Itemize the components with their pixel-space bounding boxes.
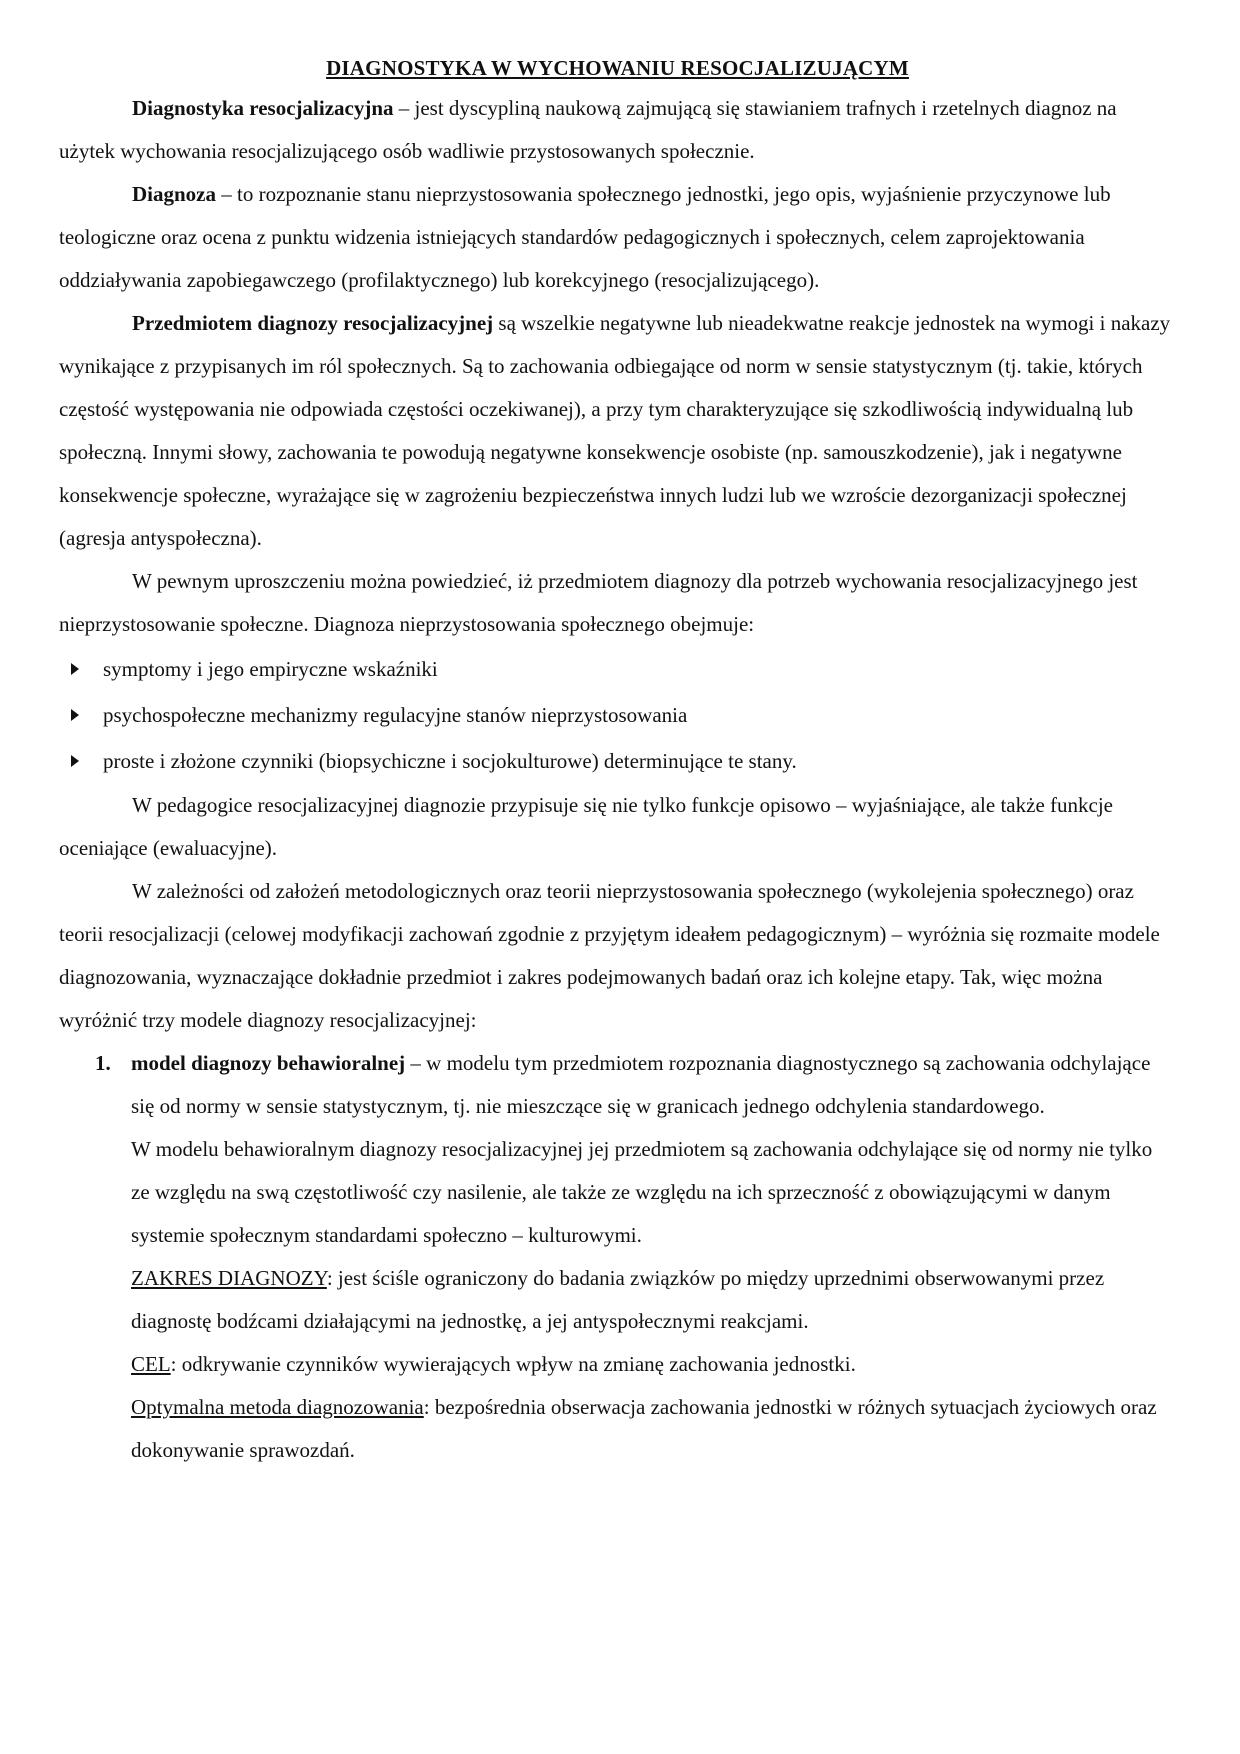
cel-text: : odkrywanie czynników wywierających wpływ na zmianę zachowania jednostki. <box>170 1352 856 1376</box>
models-list <box>59 1042 1176 1472</box>
model-definition <box>131 1042 1176 1128</box>
paragraph-definition-diagnoza <box>59 173 1176 302</box>
paragraph-przedmiot <box>59 302 1176 560</box>
model-cel <box>131 1343 1176 1386</box>
triangle-bullet-icon <box>71 755 79 767</box>
cel-label: CEL <box>131 1352 171 1376</box>
paragraph-definition-diagnostyka <box>59 87 1176 173</box>
bullet-list <box>59 646 1176 784</box>
triangle-bullet-icon <box>71 709 79 721</box>
term-diagnostyka: Diagnostyka resocjalizacyjna <box>132 96 394 120</box>
list-item-text: proste i złożone czynniki (biopsychiczne i socjokulturowe) determinujące te stany. <box>103 749 797 773</box>
paragraph-funkcje: W pedagogice resocjalizacyjnej diagnozie przypisuje się nie tylko funkcje opisowo – wyjaśniające, ale także funkcje oceniające (ewaluacyjne). <box>59 793 1113 860</box>
zakres-label: ZAKRES DIAGNOZY <box>131 1266 327 1290</box>
list-number: 1. <box>95 1051 111 1075</box>
paragraph-uproszczenie: W pewnym uproszczeniu można powiedzieć, iż przedmiotem diagnozy dla potrzeb wychowania resocjalizacyjnego jest nieprzystosowanie społeczne. Diagnoza nieprzystosowania społecznego obejmuje: <box>59 569 1138 636</box>
term-model-behawioralny: model diagnozy behawioralnej <box>131 1051 406 1075</box>
model-metoda <box>131 1386 1176 1472</box>
metoda-label: Optymalna metoda diagnozowania <box>131 1395 424 1419</box>
triangle-bullet-icon <box>71 663 79 675</box>
list-item-text: symptomy i jego empiryczne wskaźniki <box>103 657 438 681</box>
list-item <box>59 738 1176 784</box>
model-item-behawioralny <box>59 1042 1176 1472</box>
term-przedmiot: Przedmiotem diagnozy resocjalizacyjnej <box>132 311 494 335</box>
paragraph-modele: W zależności od założeń metodologicznych oraz teorii nieprzystosowania społecznego (wykolejenia społecznego) oraz teorii resocjalizacji (celowej modyfikacji zachowań zgodnie z przyjętym ideałem pedagogicznym) – wyróżnia się rozmaite modele diagnozowania, wyznaczające dokładnie przedmiot i zakres podejmowanych badań oraz ich kolejne etapy. Tak, więc można wyróżnić trzy modele diagnozy resocjalizacyjnej: <box>59 879 1160 1032</box>
model-zakres <box>131 1257 1176 1343</box>
document-title: DIAGNOSTYKA W WYCHOWANIU RESOCJALIZUJĄCYM <box>326 56 909 80</box>
zakres-text: : jest ściśle ograniczony do badania związków po między uprzednimi obserwowanymi przez diagnostę bodźcami działającymi na jednostkę, a jej antyspołecznymi reakcjami. <box>131 1266 1105 1333</box>
list-item <box>59 646 1176 692</box>
definition-text: – to rozpoznanie stanu nieprzystosowania społecznego jednostki, jego opis, wyjaśnienie przyczynowe lub teologiczne oraz ocena z punktu widzenia istniejących standardów pedagogicznych i społecznych, celem zaprojektowania oddziaływania zapobiegawczego (profilaktycznego) lub korekcyjnego (resocjalizującego). <box>59 182 1111 292</box>
term-diagnoza: Diagnoza <box>132 182 216 206</box>
paragraph-text: są wszelkie negatywne lub nieadekwatne reakcje jednostek na wymogi i nakazy wynikające z przypisanych im ról społecznych. Są to zachowania odbiegające od norm w sensie statystycznym (tj. takie, których częstość występowania nie odpowiada częstości oczekiwanej), a przy tym charakteryzujące się szkodliwością indywidualną lub społeczną. Innymi słowy, zachowania te powodują negatywne konsekwencje osobiste (np. samouszkodzenie), jak i negatywne konsekwencje społeczne, wyrażające się w zagrożeniu bezpieczeństwa innych ludzi lub we wzroście dezorganizacji społecznej (agresja antyspołeczna). <box>59 311 1171 550</box>
list-item-text: psychospołeczne mechanizmy regulacyjne stanów nieprzystosowania <box>103 703 688 727</box>
model-description: W modelu behawioralnym diagnozy resocjalizacyjnej jej przedmiotem są zachowania odchylające się od normy nie tylko ze względu na swą częstotliwość czy nasilenie, ale także ze względu na ich sprzeczność z obowiązującymi w danym systemie społecznym standardami społeczno – kulturowymi. <box>131 1137 1153 1247</box>
list-item <box>59 692 1176 738</box>
metoda-text: : bezpośrednia obserwacja zachowania jednostki w różnych sytuacjach życiowych oraz dokonywanie sprawozdań. <box>131 1395 1157 1462</box>
model-definition-text: – w modelu tym przedmiotem rozpoznania diagnostycznego są zachowania odchylające się od normy w sensie statystycznym, tj. nie mieszczące się w granicach jednego odchylenia standardowego. <box>131 1051 1151 1118</box>
definition-text: – jest dyscypliną naukową zajmującą się stawianiem trafnych i rzetelnych diagnoz na użytek wychowania resocjalizującego osób wadliwie przystosowanych społecznie. <box>59 96 1117 163</box>
